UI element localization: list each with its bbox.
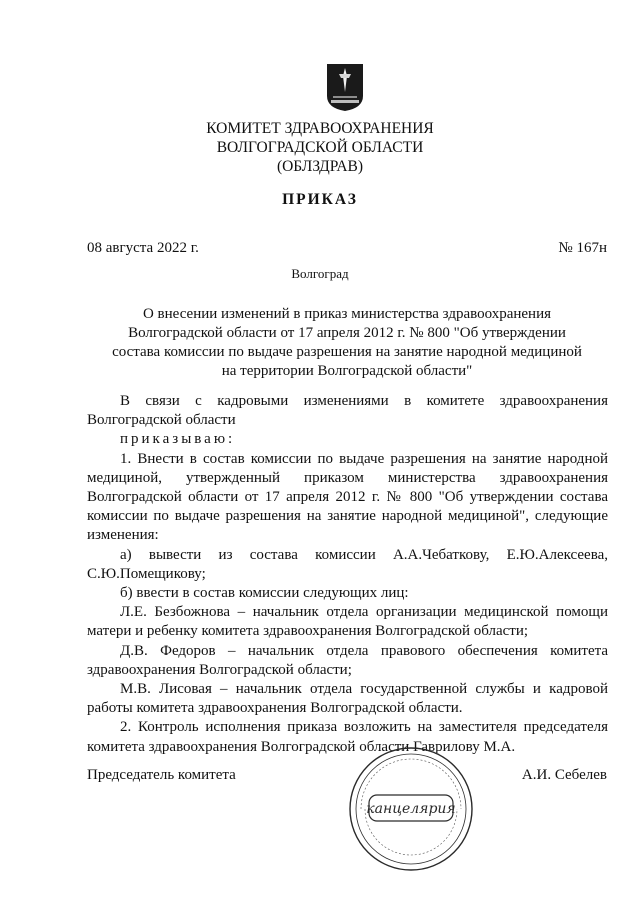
body-paragraph: 2. Контроль исполнения приказа возложить на заместителя председателя комитета здравоохранения Волгоградской области Гаврилову М.А. xyxy=(87,719,608,755)
org-abbreviation: (ОБЛЗДРАВ) xyxy=(276,158,364,175)
order-subject xyxy=(87,305,607,381)
office-stamp xyxy=(347,745,475,873)
body-paragraph: В связи с кадровыми изменениями в комитете здравоохранения Волгоградской области xyxy=(87,393,608,429)
order-directive: приказываю: xyxy=(120,431,236,448)
signatory-name: А.И. Себелев xyxy=(521,767,607,783)
order-number: № 167н xyxy=(558,240,607,256)
body-paragraph: 1. Внести в состав комиссии по выдаче разрешения на занятие народной медициной, утвержденный приказом министерства здравоохранения Волгоградской области от 17 апреля 2012 г. № 800 "Об утверждении состава комиссии по выдаче разрешения на занятие народной медициной", следующие изменения: xyxy=(87,450,608,544)
body-paragraph: Л.Е. Безбожнова – начальник отдела организации медицинской помощи матери и ребенку комитета здравоохранения Волгоградской области; xyxy=(87,604,608,640)
order-city: Волгоград xyxy=(291,266,349,281)
stamp-label: канцелярия xyxy=(366,801,456,817)
subject-line: О внесении изменений в приказ министерства здравоохранения xyxy=(142,306,552,322)
document-type-title: ПРИКАЗ xyxy=(282,191,358,208)
coat-of-arms-icon xyxy=(325,62,365,112)
order-body xyxy=(87,392,608,757)
body-paragraph: б) ввести в состав комиссии следующих лиц: xyxy=(120,585,409,602)
order-date: 08 августа 2022 г. xyxy=(87,240,199,256)
body-paragraph: Д.В. Федоров – начальник отдела правового обеспечения комитета здравоохранения Волгоградской области; xyxy=(87,642,608,678)
body-paragraph: а) вывести из состава комиссии А.А.Чебаткову, Е.Ю.Алексеева, С.Ю.Помещикову; xyxy=(87,546,608,582)
subject-line: состава комиссии по выдаче разрешения на занятие народной медициной xyxy=(112,344,582,360)
signatory-position: Председатель комитета xyxy=(87,767,236,783)
subject-line: на территории Волгоградской области" xyxy=(221,363,473,379)
subject-line: Волгоградской области от 17 апреля 2012 г. № 800 "Об утверждении xyxy=(128,325,566,341)
org-name-line-2: ВОЛГОГРАДСКОЙ ОБЛАСТИ xyxy=(216,139,424,156)
org-name-line-1: КОМИТЕТ ЗДРАВООХРАНЕНИЯ xyxy=(206,120,434,137)
body-paragraph: М.В. Лисовая – начальник отдела государственной службы и кадровой работы комитета здравоохранения Волгоградской области. xyxy=(87,681,608,717)
